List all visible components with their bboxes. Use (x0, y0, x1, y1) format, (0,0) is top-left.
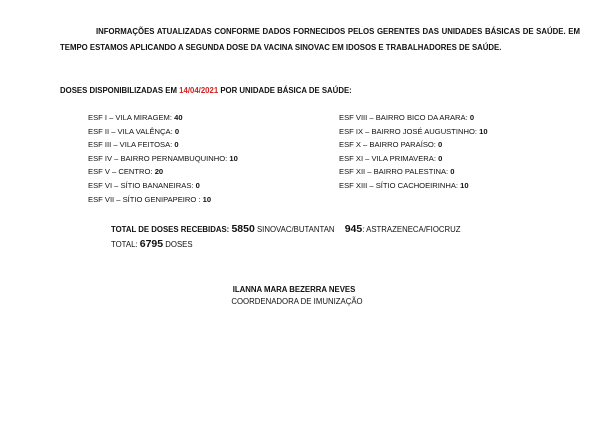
unit-label: ESF XIII – SÍTIO CACHOEIRINHA: (339, 180, 458, 190)
unit-value: 0 (174, 126, 180, 136)
unit-label: ESF XI – VILA PRIMAVERA: (339, 153, 436, 163)
unit-value: 0 (174, 140, 179, 150)
unit-value: 40 (174, 113, 183, 122)
units-list-left (88, 111, 238, 206)
unit-item (339, 165, 488, 179)
signature-block (0, 284, 600, 308)
unit-value: 10 (460, 180, 469, 190)
unit-item (88, 165, 238, 179)
doses-heading-date: 14/04/2021 (179, 86, 219, 95)
unit-label: ESF I – VILA MIRAGEM: (88, 113, 172, 122)
unit-label: ESF II – VILA VALÊNÇA: (88, 126, 173, 136)
unit-item (339, 125, 488, 139)
total-label: TOTAL: (111, 240, 138, 249)
astrazeneca-count: 945 (344, 223, 363, 235)
totals-received-row (111, 222, 461, 237)
unit-item (339, 138, 488, 152)
unit-label: ESF X – BAIRRO PARAÍSO: (339, 140, 436, 150)
unit-item (88, 111, 238, 125)
doses-heading-suffix: POR UNIDADE BÁSICA DE SAÚDE: (220, 86, 352, 95)
unit-item (339, 111, 488, 125)
unit-item (88, 193, 238, 207)
totals-block (111, 222, 461, 252)
signatory-name: ILANNA MARA BEZERRA NEVES (232, 285, 356, 294)
sinovac-label: SINOVAC/BUTANTAN (256, 225, 335, 234)
unit-label: ESF III – VILA FEITOSA: (88, 140, 173, 150)
unit-item (88, 152, 238, 166)
unit-value: 10 (229, 153, 238, 163)
unit-label: ESF IV – BAIRRO PERNAMBUQUINHO: (88, 153, 228, 163)
doses-heading (60, 86, 580, 95)
totals-sum-row (111, 237, 461, 252)
unit-label: ESF V – CENTRO: (88, 167, 153, 177)
unit-item (339, 179, 488, 193)
units-list-right (339, 111, 488, 193)
total-unit: DOSES (165, 240, 193, 249)
totals-received-label: TOTAL DE DOSES RECEBIDAS: (111, 225, 230, 234)
unit-item (88, 179, 238, 193)
sinovac-count: 5850 (231, 223, 255, 235)
unit-value: 0 (450, 167, 455, 177)
intro-paragraph: INFORMAÇÕES ATUALIZADAS CONFORME DADOS FORNECIDOS PELOS GERENTES DAS UNIDADES BÁSICAS DE SAÚDE. EM TEMPO ESTAMOS APLICANDO A SEGUNDA DOSE DA VACINA SINOVAC EM IDOSOS E TRABALHADORES DE SAÚDE. (60, 27, 580, 52)
unit-item (88, 125, 238, 139)
unit-label: ESF VI – SÍTIO BANANEIRAS: (88, 180, 194, 190)
unit-value: 0 (469, 113, 475, 122)
total-count: 6795 (139, 238, 164, 250)
unit-value: 10 (479, 126, 488, 136)
unit-label: ESF IX – BAIRRO JOSÉ AUGUSTINHO: (339, 126, 477, 136)
unit-label: ESF XII – BAIRRO PALESTINA: (339, 167, 449, 177)
astrazeneca-label: : ASTRAZENECA/FIOCRUZ (362, 225, 461, 234)
unit-value: 10 (202, 194, 212, 204)
unit-value: 0 (438, 153, 443, 163)
unit-item (339, 152, 488, 166)
unit-label: ESF VIII – BAIRRO BICO DA ARARA: (339, 113, 468, 122)
doses-heading-prefix: DOSES DISPONIBILIZADAS EM (60, 86, 177, 95)
unit-value: 0 (195, 180, 200, 190)
unit-value: 20 (154, 167, 164, 177)
unit-label: ESF VII – SÍTIO GENIPAPEIRO : (88, 194, 201, 204)
unit-value: 0 (438, 140, 443, 150)
unit-item (88, 138, 238, 152)
signatory-role: COORDENADORA DE IMUNIZAÇÃO (231, 297, 363, 306)
